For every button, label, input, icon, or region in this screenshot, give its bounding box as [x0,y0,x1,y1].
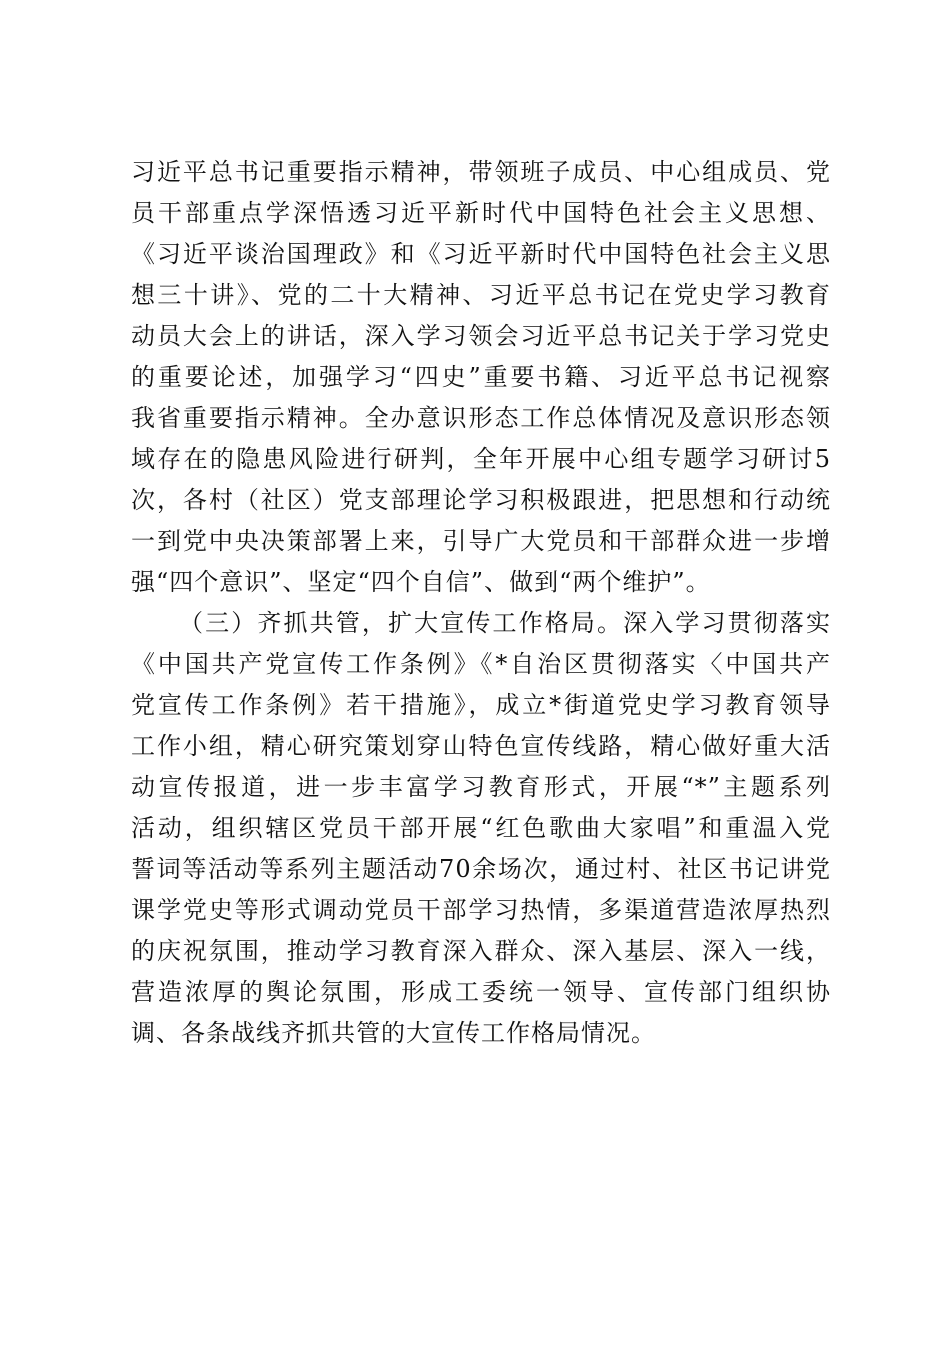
text-line: 动宣传报道，进一步丰富学习教育形式，开展“*”主题系列 [131,773,831,801]
text-line: 我省重要指示精神。全办意识形态工作总体情况及意识形态领 [131,404,831,432]
text-line: 习近平总书记重要指示精神，带领班子成员、中心组成员、党 [131,158,831,186]
section-heading-line: （三）齐抓共管，扩大宣传工作格局。深入学习贯彻落实 [179,609,831,637]
text-line: 课学党史等形式调动党员干部学习热情，多渠道营造浓厚热烈 [131,896,831,924]
text-line: 《习近平谈治国理政》和《习近平新时代中国特色社会主义思 [131,240,831,268]
text-line: 强“四个意识”、坚定“四个自信”、做到“两个维护”。 [131,568,711,596]
text-line: 一到党中央决策部署上来，引导广大党员和干部群众进一步增 [131,527,831,555]
text-line: 工作小组，精心研究策划穿山特色宣传线路，精心做好重大活 [131,732,831,760]
text-line: 次，各村（社区）党支部理论学习积极跟进，把思想和行动统 [131,486,831,514]
text-line: 誓词等活动等系列主题活动70余场次，通过村、社区书记讲党 [131,855,831,883]
text-line: 《中国共产党宣传工作条例》《*自治区贯彻落实〈中国共产 [131,650,831,678]
text-line: 想三十讲》、党的二十大精神、习近平总书记在党史学习教育 [131,281,831,309]
text-line: 党宣传工作条例》若干措施》，成立*街道党史学习教育领导 [131,691,831,719]
text-line: 域存在的隐患风险进行研判，全年开展中心组专题学习研讨5 [131,445,831,473]
paragraph-publicity-pattern [131,603,831,1054]
body-text [131,152,831,1054]
text-line: 活动，组织辖区党员干部开展“红色歌曲大家唱”和重温入党 [131,814,831,842]
text-line: 的庆祝氛围，推动学习教育深入群众、深入基层、深入一线， [131,937,831,965]
text-line: 营造浓厚的舆论氛围，形成工委统一领导、宣传部门组织协 [131,978,831,1006]
text-line: 员干部重点学深悟透习近平新时代中国特色社会主义思想、 [131,199,831,227]
text-line: 动员大会上的讲话，深入学习领会习近平总书记关于学习党史 [131,322,831,350]
paragraph-ideology-study [131,152,831,603]
text-line: 的重要论述，加强学习“四史”重要书籍、习近平总书记视察 [131,363,831,391]
text-line: 调、各条战线齐抓共管的大宣传工作格局情况。 [131,1019,656,1047]
